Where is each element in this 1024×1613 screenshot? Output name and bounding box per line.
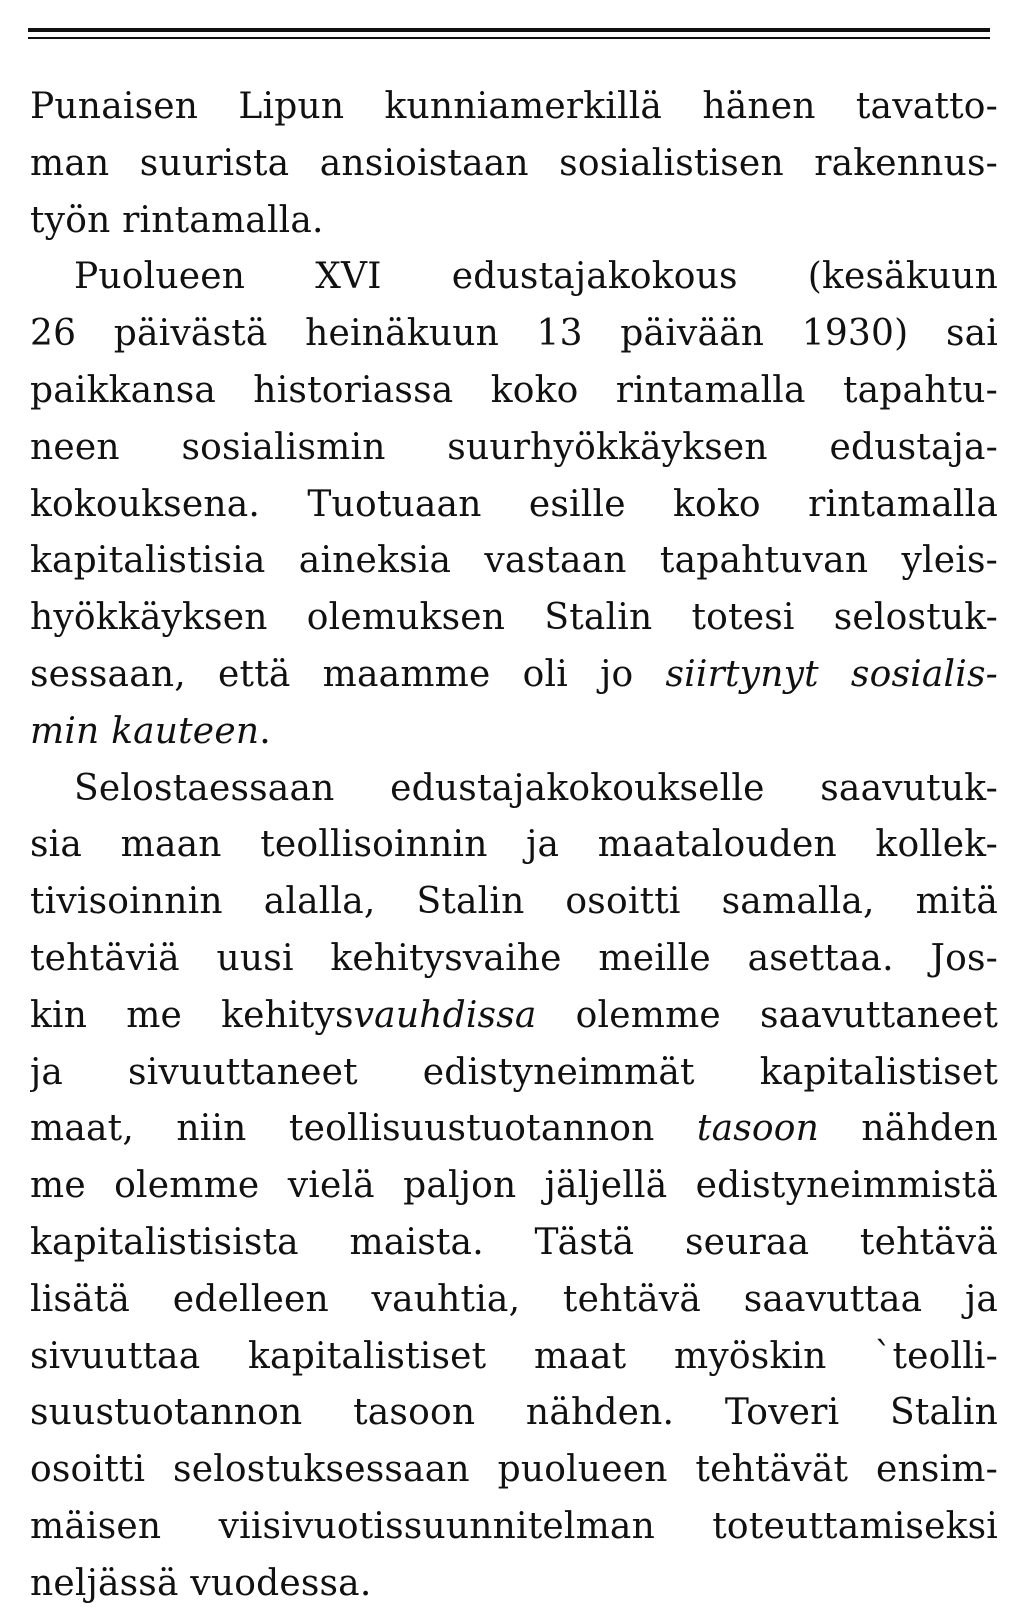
text-line: mäisen viisivuotissuunnitelman toteuttamiseksi: [30, 1505, 998, 1547]
text-line: paikkansa historiassa koko rintamalla tapahtu-: [30, 369, 998, 411]
text-line: min kauteen.: [30, 710, 271, 752]
text-line: osoitti selostuksessaan puolueen tehtävät ensim-: [30, 1449, 998, 1491]
italic-text: min kauteen: [30, 710, 260, 752]
text-line: maat, niin teollisuustuotannon tasoon nähden: [30, 1108, 998, 1150]
text-line: ja sivuuttaneet edistyneimmät kapitalistiset: [30, 1051, 998, 1093]
text-line: kin me kehitysvauhdissa olemme saavuttaneet: [30, 994, 998, 1036]
header-rule-thin: [28, 37, 990, 39]
text-line: man suurista ansioistaan sosialistisen rakennus-: [30, 142, 998, 184]
italic-text: tasoon: [696, 1108, 820, 1150]
text-line: tehtäviä uusi kehitysvaihe meille asettaa. Jos-: [30, 937, 998, 979]
text-line: neen sosialismin suurhyökkäyksen edustaja-: [30, 426, 998, 468]
header-rule-thick: [28, 28, 990, 32]
text-line: työn rintamalla.: [30, 199, 324, 241]
body-text: [30, 79, 998, 1613]
text-line: kapitalistisia aineksia vastaan tapahtuvan yleis-: [30, 540, 998, 582]
text-line: suustuotannon tasoon nähden. Toveri Stalin: [30, 1392, 998, 1434]
text-line: tivisoinnin alalla, Stalin osoitti samalla, mitä: [30, 881, 998, 923]
text-line: kapitalistisista maista. Tästä seuraa tehtävä: [30, 1221, 998, 1263]
italic-text: vauhdissa: [353, 994, 537, 1036]
text-line: Puolueen XVI edustajakokous (kesäkuun: [74, 256, 998, 298]
text-line: lisätä edelleen vauhtia, tehtävä saavuttaa ja: [30, 1278, 998, 1320]
text-line: me olemme vielä paljon jäljellä edistyneimmistä: [30, 1165, 998, 1207]
text-line: kokouksena. Tuotuaan esille koko rintamalla: [30, 483, 998, 525]
text-line: hyökkäyksen olemuksen Stalin totesi selostuk-: [30, 597, 998, 639]
text-line: 26 päivästä heinäkuun 13 päivään 1930) sai: [30, 313, 998, 355]
italic-text: siirtynyt sosialis-: [665, 653, 998, 695]
text-line: Punaisen Lipun kunniamerkillä hänen tavatto-: [30, 86, 998, 127]
text-line: sia maan teollisoinnin ja maatalouden kollek-: [30, 824, 998, 866]
text-line: neljässä vuodessa.: [30, 1562, 372, 1604]
text-line: sivuuttaa kapitalistiset maat myöskin `teolli-: [30, 1335, 998, 1377]
text-line: sessaan, että maamme oli jo siirtynyt sosialis-: [30, 653, 998, 695]
text-line: Selostaessaan edustajakokoukselle saavutuk-: [74, 767, 998, 809]
